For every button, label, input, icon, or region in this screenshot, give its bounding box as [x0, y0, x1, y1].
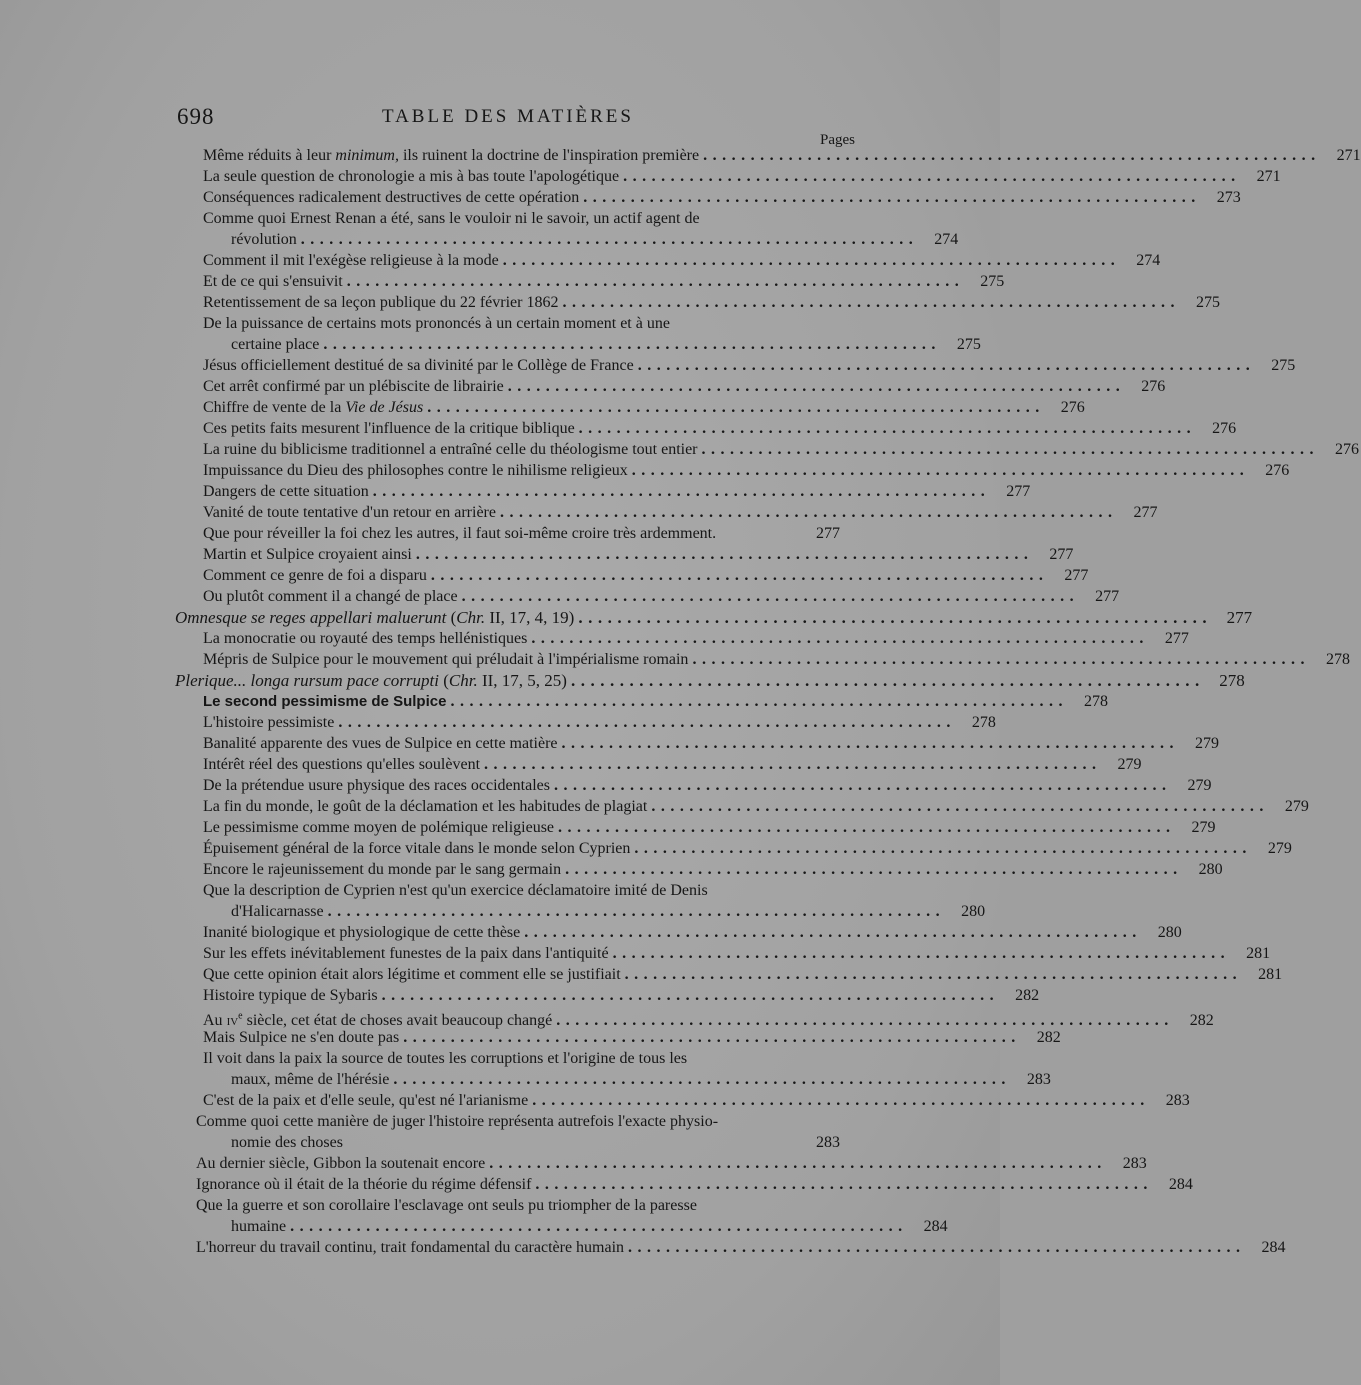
toc-entry-first-line — [203, 314, 798, 334]
toc-entry-page: 274 — [934, 231, 959, 248]
toc-entry-text: Et de ce qui s'ensuivit — [203, 273, 343, 290]
toc-entry-text: Chiffre de vente de la Vie de Jésus — [203, 399, 424, 416]
toc-entry — [203, 356, 1296, 376]
toc-entry — [175, 671, 1245, 691]
toc-entry-text: Ignorance où il était de la théorie du régime défensif — [196, 1176, 532, 1193]
toc-entry-text: Le pessimisme comme moyen de polémique religieuse — [203, 819, 555, 836]
toc-entry-text: Cet arrêt confirmé par un plébiscite de librairie — [203, 378, 504, 395]
toc-entry-page: 282 — [1036, 1029, 1061, 1046]
toc-entry-text: La monocratie ou royauté des temps hellénistiques — [203, 630, 528, 647]
toc-entry — [196, 1154, 1147, 1174]
toc-entry-text: Dangers de cette situation — [203, 483, 369, 500]
toc-entry — [203, 734, 1220, 754]
toc-entry-continuation: nomie des choses — [231, 1134, 343, 1151]
toc-entry-text: Omnesque se reges appellari maluerunt (Chr. II, 17, 4, 19) — [175, 608, 575, 627]
toc-entry-page: 280 — [1157, 924, 1182, 941]
dot-leader: ................................................................. — [507, 378, 1126, 395]
toc-entry-page: 275 — [980, 273, 1005, 290]
dot-leader: ................................................................. — [430, 567, 1049, 584]
toc-entry-page: 273 — [1216, 189, 1241, 206]
toc-entry-text: Plerique... longa rursum pace corrupti (Chr. II, 17, 5, 25) — [175, 671, 567, 690]
dot-leader: ................................................................. — [484, 756, 1102, 773]
toc-entry-text: Il voit dans la paix la source de toutes les corruptions et l'origine de tous les — [203, 1050, 688, 1067]
toc-entry-page: 275 — [1195, 294, 1220, 311]
dot-leader: ................................................................. — [623, 168, 1241, 185]
dot-leader: ................................................................. — [290, 1218, 908, 1235]
toc-entry — [231, 1070, 1051, 1090]
toc-entry-continuation: révolution — [231, 231, 297, 248]
toc-entry-text: Martin et Sulpice croyaient ainsi — [203, 546, 412, 563]
dot-leader: ................................................................. — [578, 420, 1197, 437]
dot-leader: ................................................................. — [393, 1071, 1011, 1088]
toc-entry-text: Épuisement général de la force vitale dans le monde selon Cyprien — [203, 840, 631, 857]
dot-leader: ................................................................. — [561, 735, 1180, 752]
page-header — [177, 104, 840, 134]
pages-column-label: Pages — [820, 132, 855, 148]
toc-entry-text: Ou plutôt comment il a changé de place — [203, 588, 458, 605]
toc-entry — [203, 419, 1237, 439]
toc-entry-text: Que cette opinion était alors légitime et comment elle se justifiait — [203, 966, 621, 983]
toc-entry-page: 275 — [1271, 357, 1296, 374]
toc-entry-page: 282 — [1015, 987, 1040, 1004]
dot-leader: ................................................................. — [570, 671, 1205, 690]
toc-entry — [196, 1175, 1193, 1195]
toc-entry — [203, 482, 1031, 502]
toc-entry-page: 271 — [1256, 168, 1281, 185]
toc-entry-page: 283 — [816, 1134, 840, 1151]
toc-entry — [231, 230, 959, 250]
toc-entry-text: La ruine du biblicisme traditionnel a entraîné celle du théologisme tout entier — [203, 441, 698, 458]
dot-leader: ................................................................. — [637, 357, 1256, 374]
dot-leader: ................................................................. — [624, 966, 1243, 983]
toc-entry-text: L'histoire pessimiste — [203, 714, 335, 731]
toc-entry — [203, 587, 1120, 607]
dot-leader: ................................................................. — [556, 1012, 1174, 1030]
toc-entry — [203, 503, 1158, 523]
toc-entry-page: 277 — [1064, 567, 1089, 584]
toc-entry-page: 278 — [1083, 693, 1108, 710]
toc-entry-page: 277 — [1049, 546, 1074, 563]
toc-entry-continuation: certaine place — [231, 336, 320, 353]
toc-entry-text: Intérêt réel des questions qu'elles soulèvent — [203, 756, 481, 773]
toc-entry-text: Au dernier siècle, Gibbon la soutenait encore — [196, 1155, 486, 1172]
toc-entry-continuation: maux, même de l'hérésie — [231, 1071, 390, 1088]
toc-entry-text: De la prétendue usure physique des races occidentales — [203, 777, 550, 794]
page-number: 698 — [177, 104, 215, 129]
toc-entry-page: 277 — [1006, 483, 1031, 500]
toc-entry-text: Au $iv^e$ siècle, cet état de choses avait beaucoup changé — [203, 1011, 553, 1030]
toc-entry-text: Que pour réveiller la foi chez les autres, il faut soi-même croire très ardemment. — [203, 525, 717, 542]
toc-entry-continuation: d'Halicarnasse — [231, 903, 324, 920]
toc-entry-page: 278 — [1219, 671, 1245, 690]
toc-entry-text: Comment ce genre de foi a disparu — [203, 567, 427, 584]
toc-entry — [203, 629, 1189, 649]
dot-leader: ................................................................. — [634, 840, 1252, 857]
toc-entry-text: Banalité apparente des vues de Sulpice en cette matière — [203, 735, 558, 752]
toc-entry-page: 278 — [1325, 651, 1350, 668]
toc-entry — [203, 377, 1166, 397]
toc-entry-page: 271 — [1336, 147, 1361, 164]
toc-entry-text: Histoire typique de Sybaris — [203, 987, 378, 1004]
toc-entry-page: 281 — [1246, 945, 1271, 962]
dot-leader: ................................................................. — [346, 273, 965, 290]
toc-entry-page: 279 — [1117, 756, 1142, 773]
toc-entry-page: 280 — [961, 903, 986, 920]
toc-entry-text: La fin du monde, le goût de la déclamation et les habitudes de plagiat — [203, 798, 648, 815]
toc-entry-page: 282 — [1189, 1012, 1214, 1030]
toc-entry — [175, 608, 1253, 628]
toc-entry-page: 284 — [1261, 1239, 1286, 1256]
dot-leader: ................................................................. — [562, 294, 1180, 311]
toc-entry — [203, 986, 1040, 1006]
toc-entry-text: Que la description de Cyprien n'est qu'un exercice déclamatoire imité de Denis — [203, 882, 708, 899]
toc-entry-text: Impuissance du Dieu des philosophes contre le nihilisme religieux — [203, 462, 628, 479]
dot-leader: ................................................................. — [701, 441, 1320, 458]
toc-entry-first-line — [196, 1112, 788, 1132]
toc-entry-text: Retentissement de sa leçon publique du 22 février 1862 — [203, 294, 559, 311]
toc-entry-page: 277 — [816, 525, 840, 542]
toc-entry-page: 279 — [1191, 819, 1216, 836]
toc-entry-text: Comment il mit l'exégèse religieuse à la mode — [203, 252, 499, 269]
toc-entry-text: Mais Sulpice ne s'en doute pas — [203, 1029, 400, 1046]
toc-entry — [203, 251, 1161, 271]
toc-entry — [231, 1217, 948, 1237]
dot-leader: ................................................................. — [583, 189, 1201, 206]
toc-entry — [203, 776, 1212, 796]
toc-entry-text: Comme quoi cette manière de juger l'histoire représenta autrefois l'exacte physio- — [196, 1113, 719, 1130]
toc-entry-page: 277 — [1226, 608, 1253, 627]
toc-entry — [231, 1133, 840, 1153]
dot-leader: ................................................................. — [499, 504, 1118, 521]
toc-entry — [203, 797, 1309, 817]
toc-entry — [203, 860, 1223, 880]
dot-leader: ................................................................. — [524, 924, 1142, 941]
dot-leader: ................................................................. — [323, 336, 941, 353]
toc-entry-text: L'horreur du travail continu, trait fondamental du caractère humain — [196, 1239, 625, 1256]
toc-entry-text: Comme quoi Ernest Renan a été, sans le vouloir ni le savoir, un actif agent de — [203, 210, 700, 227]
toc-entry-page: 281 — [1258, 966, 1283, 983]
toc-entry-first-line — [203, 209, 800, 229]
toc-entry — [203, 566, 1089, 586]
toc-entry-page: 279 — [1195, 735, 1220, 752]
toc-entry-text: Même réduits à leur minimum, ils ruinent la doctrine de l'inspiration première — [203, 147, 700, 164]
toc-entry — [203, 167, 1281, 187]
toc-entry — [231, 902, 986, 922]
toc-entry-page: 277 — [1133, 504, 1158, 521]
toc-entry-text: Mépris de Sulpice pour le mouvement qui préludait à l'impérialisme romain — [203, 651, 689, 668]
dot-leader: ................................................................. — [372, 483, 991, 500]
dot-leader: ................................................................. — [553, 777, 1172, 794]
toc-entry-page: 283 — [1122, 1155, 1147, 1172]
toc-entry-page: 276 — [1335, 441, 1360, 458]
toc-entry — [203, 188, 1241, 208]
dot-leader: ................................................................. — [578, 608, 1213, 627]
dot-leader: ................................................................. — [427, 399, 1045, 416]
toc-entry — [196, 1238, 1286, 1258]
toc-entry-text: Vanité de toute tentative d'un retour en arrière — [203, 504, 496, 521]
toc-entry-page: 275 — [956, 336, 981, 353]
running-title: TABLE DES MATIÈRES — [382, 106, 634, 127]
toc-entry-text: Le second pessimisme de Sulpice — [203, 693, 447, 710]
toc-entry-page: 280 — [1198, 861, 1223, 878]
toc-entry — [203, 272, 1005, 292]
toc-entry-page: 279 — [1267, 840, 1292, 857]
dot-leader: ................................................................. — [415, 546, 1034, 563]
toc-entry — [203, 524, 840, 544]
toc-entry — [203, 545, 1074, 565]
dot-leader: ................................................................. — [381, 987, 1000, 1004]
toc-entry — [203, 650, 1350, 670]
dot-leader: ................................................................. — [300, 231, 919, 248]
toc-entry-first-line — [203, 1049, 786, 1069]
toc-entry-page: 283 — [1165, 1092, 1190, 1109]
toc-entry-text: Inanité biologique et physiologique de cette thèse — [203, 924, 521, 941]
toc-entry-page: 283 — [1026, 1071, 1051, 1088]
toc-entry — [203, 818, 1216, 838]
toc-entry — [203, 398, 1085, 418]
toc-entry — [203, 923, 1182, 943]
toc-section-heading — [203, 692, 1108, 712]
dot-leader: ................................................................. — [532, 1092, 1150, 1109]
dot-leader: ................................................................. — [565, 861, 1183, 878]
toc-entry-page: 279 — [1284, 798, 1309, 815]
dot-leader: ................................................................. — [558, 819, 1176, 836]
dot-leader: ................................................................. — [461, 588, 1080, 605]
toc-entry-page: 276 — [1265, 462, 1290, 479]
dot-leader: ................................................................. — [531, 630, 1149, 647]
dot-leader: ................................................................. — [703, 147, 1321, 164]
toc-entry — [203, 755, 1142, 775]
dot-leader: ................................................................. — [338, 714, 956, 731]
toc-entry-page: 284 — [923, 1218, 948, 1235]
toc-entry — [203, 146, 1361, 166]
toc-entry — [203, 440, 1360, 460]
toc-entry — [203, 1091, 1190, 1111]
toc-entry-text: Jésus officiellement destitué de sa divinité par le Collège de France — [203, 357, 634, 374]
dot-leader: ................................................................. — [327, 903, 946, 920]
toc-entry-text: Sur les effets inévitablement funestes de la paix dans l'antiquité — [203, 945, 609, 962]
dot-leader: ................................................................. — [628, 1239, 1246, 1256]
toc-entry-page: 277 — [1095, 588, 1120, 605]
toc-entry-first-line — [203, 881, 788, 901]
toc-entry — [203, 461, 1290, 481]
dot-leader: ................................................................. — [403, 1029, 1021, 1046]
toc-entry-text: Encore le rajeunissement du monde par le sang germain — [203, 861, 562, 878]
toc-entry — [203, 839, 1292, 859]
dot-leader: ................................................................. — [489, 1155, 1107, 1172]
toc-entry-page: 278 — [971, 714, 996, 731]
toc-entry-page: 274 — [1136, 252, 1161, 269]
toc-entry — [203, 713, 996, 733]
toc-entry — [203, 965, 1283, 985]
dot-leader: ................................................................. — [612, 945, 1231, 962]
dot-leader: ................................................................. — [450, 693, 1068, 710]
toc-entry-text: Conséquences radicalement destructives de cette opération — [203, 189, 580, 206]
toc-entry-page: 277 — [1164, 630, 1189, 647]
toc-entry-page: 276 — [1141, 378, 1166, 395]
toc-entry — [203, 1028, 1061, 1048]
toc-entry — [231, 335, 981, 355]
toc-entry-continuation: humaine — [231, 1218, 287, 1235]
toc-entry — [203, 944, 1271, 964]
dot-leader: ................................................................. — [651, 798, 1269, 815]
toc-entry-text: Ces petits faits mesurent l'influence de la critique biblique — [203, 420, 575, 437]
toc-entry-page: 276 — [1060, 399, 1085, 416]
toc-entry-text: C'est de la paix et d'elle seule, qu'est né l'arianisme — [203, 1092, 529, 1109]
dot-leader: ................................................................. — [692, 651, 1310, 668]
dot-leader: ................................................................. — [502, 252, 1121, 269]
toc-entry-text: La seule question de chronologie a mis à bas toute l'apologétique — [203, 168, 620, 185]
toc-entry-page: 284 — [1168, 1176, 1193, 1193]
toc-entry-text: De la puissance de certains mots prononcés à un certain moment et à une — [203, 315, 670, 332]
toc-entry-first-line — [196, 1196, 788, 1216]
toc-entry — [203, 293, 1220, 313]
toc-entry-page: 279 — [1187, 777, 1212, 794]
toc-entry-page: 276 — [1212, 420, 1237, 437]
dot-leader: ................................................................. — [535, 1176, 1153, 1193]
dot-leader: ................................................................. — [631, 462, 1250, 479]
toc-entry-text: Que la guerre et son corollaire l'esclavage ont seuls pu triompher de la paresse — [196, 1197, 697, 1214]
